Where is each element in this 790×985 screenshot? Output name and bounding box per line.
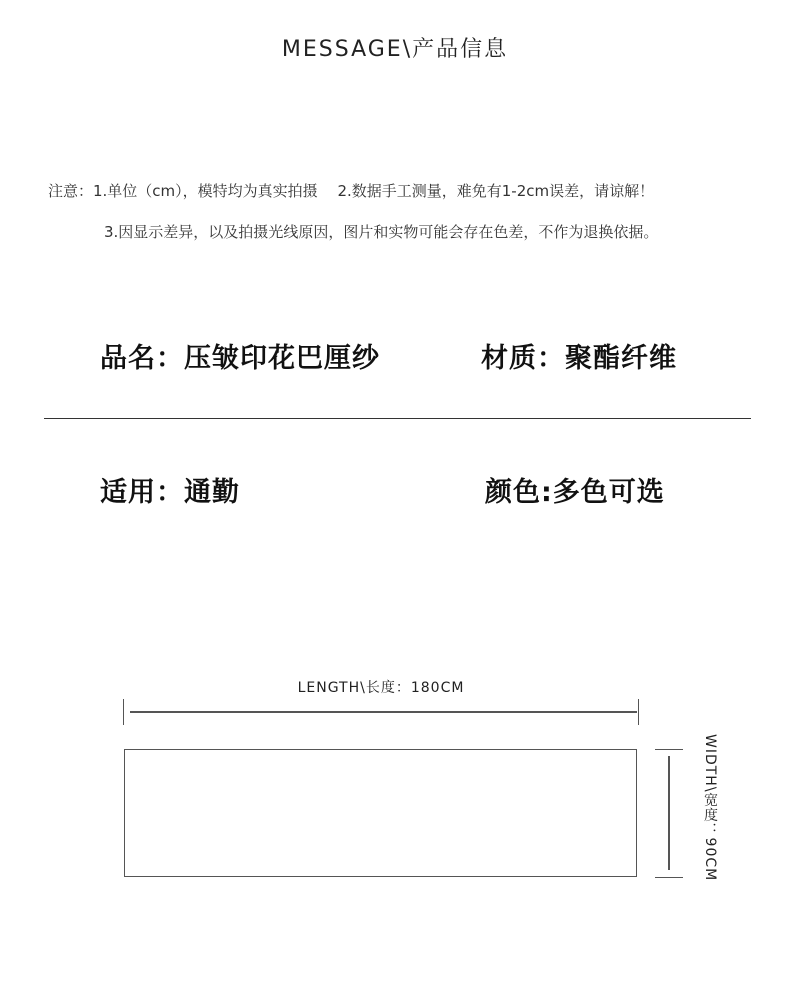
note-line-1: 注意：1.单位（cm），模特均为真实拍摄 2.数据手工测量，难免有1-2cm误差，请谅解！ [48,182,655,200]
note-line-2: 3.因显示差异，以及拍摄光线原因，图片和实物可能会存在色差，不作为退换依据。 [104,223,659,241]
length-label: LENGTH\长度：180CM [297,680,465,696]
product-material: 材质：聚酯纤维 [481,343,677,374]
product-usage: 适用：通勤 [100,477,240,508]
page-title: MESSAGE\产品信息 [281,37,509,62]
section-divider [44,418,751,419]
product-size-rectangle [124,749,637,877]
product-name: 品名：压皱印花巴厘纱 [100,343,380,374]
product-color: 颜色:多色可选 [485,477,665,508]
width-label: WIDTH\宽度：90CM [702,734,718,882]
